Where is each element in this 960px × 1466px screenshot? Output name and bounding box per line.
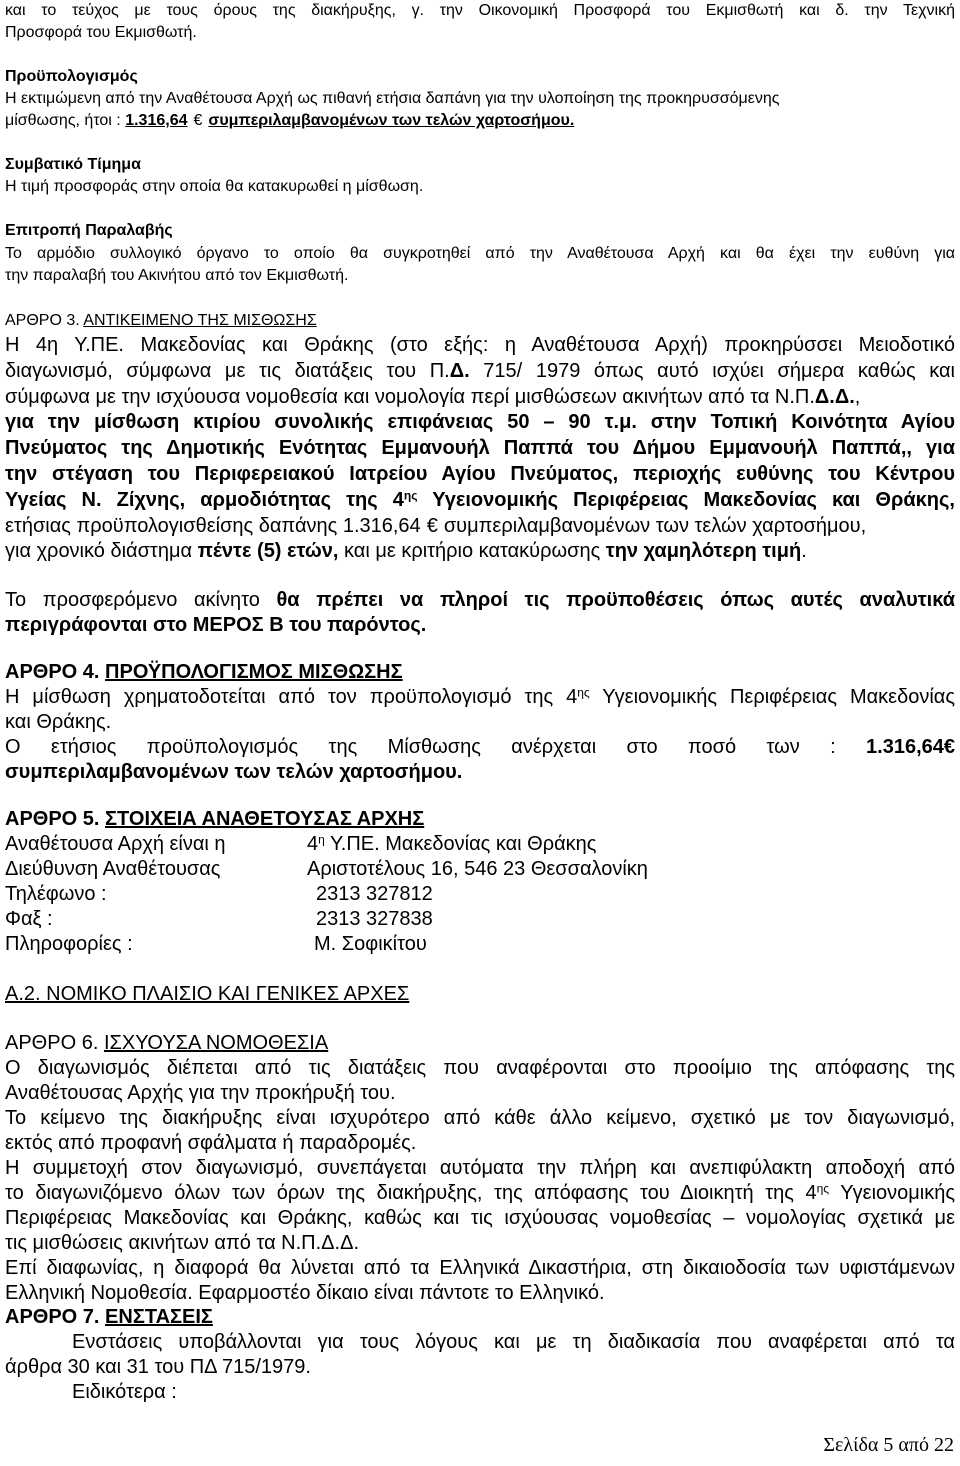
committee-def-line-2: την παραλαβή του Ακινήτου από τον Εκμισθωτή.	[5, 267, 349, 284]
budget-def-prefix: μίσθωσης, ήτοι :	[5, 112, 126, 129]
article-3-line-6: την στέγαση του Περιφερειακού Ιατρείου Αγίου Πνεύματος, περιοχής ευθύνης του Κέντρου	[5, 463, 955, 485]
article-4-line-4: συμπεριλαμβανομένων των τελών χαρτοσήμου.	[5, 761, 463, 783]
address-label: Διεύθυνση Αναθέτουσας	[5, 858, 221, 880]
article-4-line-2: και Θράκης.	[5, 711, 112, 733]
budget-def-amount: 1.316,64 € συμπεριλαμβανομένων των τελών χαρτοσήμου.	[125, 112, 575, 129]
article-6-line-2: Αναθέτουσας Αρχής για την προκήρυξή του.	[5, 1082, 396, 1104]
article-7-line-1: Ενστάσεις υποβάλλονται για τους λόγους και με τη διαδικασία που αναφέρεται από τα	[72, 1331, 955, 1353]
article-3-line-4: για την μίσθωση κτιρίου συνολικής επιφάνειας 50 – 90 τ.μ. στην Τοπική Κοινότητα Αγίου	[5, 411, 955, 433]
article-3-line-2: διαγωνισμό, σύμφωνα με τις διατάξεις του Π.Δ. 715/ 1979 όπως αυτό ισχύει σήμερα καθώς και	[5, 360, 955, 382]
article-6-line-4: εκτός από προφανή σφάλματα ή παραδρομές.	[5, 1132, 417, 1154]
article-6-line-1: Ο διαγωνισμός διέπεται από τις διατάξεις που αναφέρονται στο προοίμιο της απόφασης της	[5, 1057, 955, 1079]
article-3-line-8: ετήσιας προϋπολογισθείσης δαπάνης 1.316,64 € συμπεριλαμβανομένων των τελών χαρτοσήμου,	[5, 515, 867, 537]
article-6-line-6: το διαγωνιζόμενο όλων των όρων της διακήρυξης, της απόφασης του Διοικητή της $4^{\eta\varsigma}$ Υγειονομικής	[5, 1181, 955, 1204]
article-3-para-2-line-2: περιγράφονται στο ΜΕΡΟΣ Β του παρόντος.	[5, 614, 427, 636]
article-3-para-2-line-1: Το προσφερόμενο ακίνητο θα πρέπει να πληροί τις προϋποθέσεις όπως αυτές αναλυτικά	[5, 589, 955, 611]
info-label: Πληροφορίες :	[5, 933, 133, 955]
article-3-line-9: για χρονικό διάστημα πέντε (5) ετών, και με κριτήριο κατακύρωσης την χαμηλότερη τιμή.	[5, 540, 807, 562]
committee-def-title: Επιτροπή Παραλαβής	[5, 222, 173, 239]
article-3-line-3: σύμφωνα με την ισχύουσα νομοθεσία και νομολογία περί μισθώσεων ακινήτων από τα Ν.Π.Δ.Δ.,	[5, 386, 861, 408]
article-4-heading: ΑΡΘΡΟ 4. ΠΡΟΫΠΟΛΟΓΙΣΜΟΣ ΜΙΣΘΩΣΗΣ	[5, 661, 403, 683]
authority-label: Αναθέτουσα Αρχή είναι η	[5, 833, 226, 855]
article-7-heading: ΑΡΘΡΟ 7. ΕΝΣΤΑΣΕΙΣ	[5, 1306, 213, 1328]
article-3-line-1: Η 4η Υ.ΠΕ. Μακεδονίας και Θράκης (στο εξής: η Αναθέτουσα Αρχή) προκηρύσσει Μειοδοτικό	[5, 334, 955, 356]
article-6-line-5: Η συμμετοχή στον διαγωνισμό, συνεπάγεται αυτόματα την πλήρη και ανεπιφύλακτη αποδοχή από	[5, 1157, 955, 1179]
intro-line-2: Προσφορά του Εκμισθωτή.	[5, 24, 197, 41]
fax-value: 2313 327838	[316, 908, 433, 930]
article-7-line-2: άρθρα 30 και 31 του ΠΔ 715/1979.	[5, 1356, 311, 1378]
price-def-text: Η τιμή προσφοράς στην οποία θα κατακυρωθεί η μίσθωση.	[5, 178, 424, 195]
price-def-title: Συμβατικό Τίμημα	[5, 156, 141, 173]
address-value: Αριστοτέλους 16, 546 23 Θεσσαλονίκη	[307, 858, 648, 880]
authority-value: $4^\eta$ Υ.ΠΕ. Μακεδονίας και Θράκης	[307, 832, 597, 855]
article-6-line-9: Επί διαφωνίας, η διαφορά θα λύνεται από τα Ελληνικά Δικαστήρια, στη δικαιοδοσία των υφιστάμενων	[5, 1257, 955, 1279]
article-6-line-3: Το κείμενο της διακήρυξης είναι ισχυρότερο από κάθε άλλο κείμενο, σχετικό με τον διαγωνισμό,	[5, 1107, 955, 1129]
intro-line-1: και το τεύχος με τους όρους της διακήρυξης, γ. την Οικονομική Προσφορά του Εκμισθωτή και δ. την Τεχνική	[5, 2, 955, 19]
article-5-heading: ΑΡΘΡΟ 5. ΣΤΟΙΧΕΙΑ ΑΝΑΘΕΤΟΥΣΑΣ ΑΡΧΗΣ	[5, 808, 425, 830]
section-a2-heading: Α.2. ΝΟΜΙΚΟ ΠΛΑΙΣΙΟ ΚΑΙ ΓΕΝΙΚΕΣ ΑΡΧΕΣ	[5, 983, 410, 1005]
article-6-line-8: τις μισθώσεις ακινήτων από τα Ν.Π.Δ.Δ.	[5, 1232, 360, 1254]
article-6-line-10: Ελληνική Νομοθεσία. Εφαρμοστέο δίκαιο είναι πάντοτε το Ελληνικό.	[5, 1282, 605, 1304]
article-3-heading: ΑΡΘΡΟ 3. ΑΝΤΙΚΕΙΜΕΝΟ ΤΗΣ ΜΙΣΘΩΣΗΣ	[5, 312, 317, 329]
article-4-line-1: Η μίσθωση χρηματοδοτείται από τον προϋπολογισμό της $4^{\eta\varsigma}$ Υγειονομικής Περιφέρειας Μακεδονίας	[5, 685, 955, 708]
fax-label: Φαξ :	[5, 908, 53, 930]
article-7-line-3: Ειδικότερα :	[72, 1381, 177, 1403]
euro-symbol: €	[426, 515, 438, 537]
phone-value: 2313 327812	[316, 883, 433, 905]
article-4-line-3: Ο ετήσιος προϋπολογισμός της Μίσθωσης ανέρχεται στο ποσό των : 1.316,64€	[5, 736, 955, 758]
budget-def-line-1: Η εκτιμώμενη από την Αναθέτουσα Αρχή ως πιθανή ετήσια δαπάνη για την υλοποίηση της προκηρυσσόμενης	[5, 90, 780, 107]
article-3-line-7: Υγείας Ν. Ζίχνης, αρμοδιότητας της $4^{\eta\varsigma}$ Υγειονομικής Περιφέρειας Μακεδονίας και Θράκης,	[5, 488, 955, 511]
budget-def-title: Προϋπολογισμός	[5, 68, 138, 85]
budget-def-line-2	[5, 112, 574, 130]
euro-symbol: €	[943, 736, 955, 758]
euro-symbol: €	[193, 112, 203, 129]
page-number-footer: Σελίδα 5 από 22	[823, 1434, 954, 1456]
info-value: Μ. Σοφικίτου	[314, 933, 427, 955]
article-6-heading: ΑΡΘΡΟ 6. ΙΣΧΥΟΥΣΑ ΝΟΜΟΘΕΣΙΑ	[5, 1032, 329, 1054]
article-6-line-7: Περιφέρειας Μακεδονίας και Θράκης, καθώς και τις ισχύουσας νομοθεσίας – νομολογίας σχετικά με	[5, 1207, 955, 1229]
phone-label: Τηλέφωνο :	[5, 883, 107, 905]
committee-def-line-1: Το αρμόδιο συλλογικό όργανο το οποίο θα συγκροτηθεί από την Αναθέτουσα Αρχή και θα έχει την ευθύνη για	[5, 245, 955, 262]
article-3-line-5: Πνεύματος της Δημοτικής Ενότητας Εμμανουήλ Παππά του Δήμου Εμμανουήλ Παππά,, για	[5, 437, 955, 459]
